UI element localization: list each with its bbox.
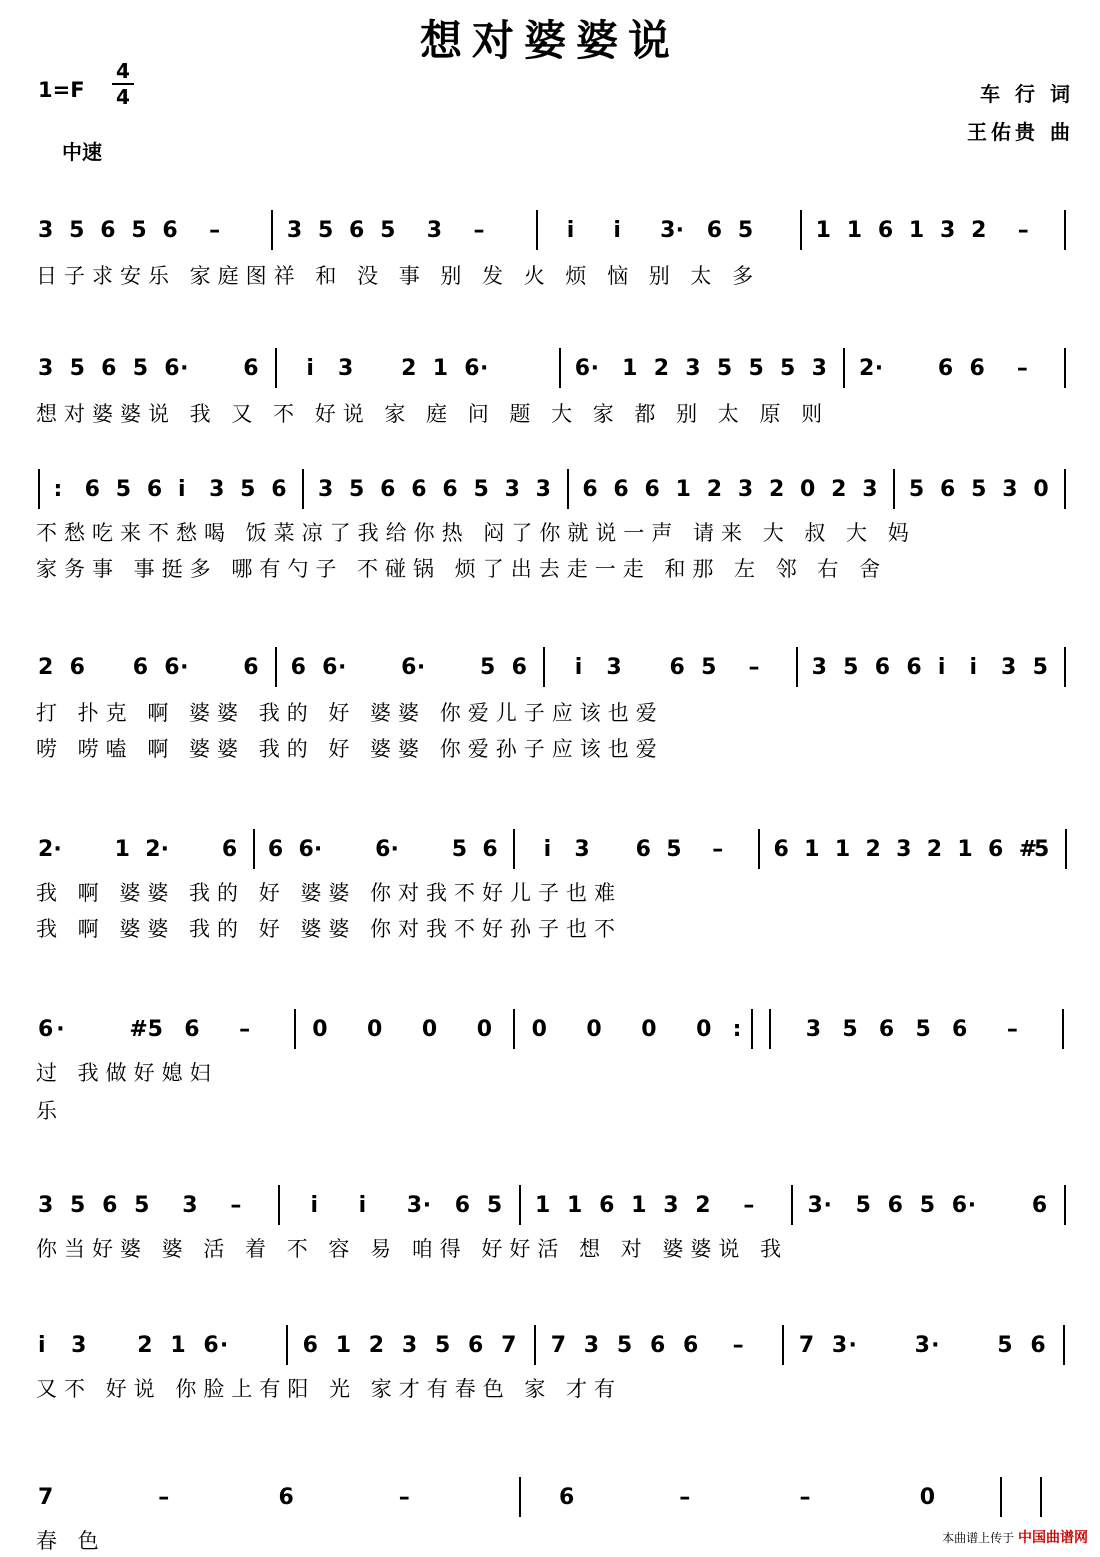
note: 3 [38, 218, 54, 243]
note: 5 [473, 477, 489, 502]
sustain-dash: – [209, 218, 221, 243]
bar-line [1040, 1477, 1042, 1517]
note: i [613, 218, 621, 243]
note: 5 [908, 477, 925, 502]
note: 6 [937, 356, 954, 381]
note: 3 [737, 477, 754, 502]
sustain-dash: – [230, 1193, 242, 1218]
note: 5 [1032, 655, 1048, 680]
note: : [732, 1017, 742, 1042]
bar-line [1064, 348, 1066, 388]
sustain-dash: – [799, 1485, 811, 1510]
bar-line [758, 829, 760, 869]
note: 2 [368, 1333, 385, 1358]
note: 5 [115, 477, 132, 502]
note: 2 [137, 1333, 153, 1358]
bar-line [513, 1009, 515, 1049]
lyric-line: 乐 [36, 1099, 64, 1123]
note: i [310, 1193, 319, 1218]
note: · [848, 1333, 857, 1358]
note: 2 [865, 837, 881, 862]
note: · [416, 655, 426, 680]
score-title: 想对婆婆说 [419, 16, 680, 65]
sustain-dash: – [679, 1485, 691, 1510]
note: i [566, 218, 575, 243]
note: 3 [940, 218, 956, 243]
note: 2 [145, 837, 161, 862]
note: 3 [209, 477, 225, 502]
note: 6 [468, 1333, 484, 1358]
lyric-line: 想对婆婆说 我 又 不 好说 家 庭 问 题 大 家 都 别 太 原 则 [36, 402, 830, 426]
note: 5 [971, 477, 987, 502]
note: 2 [858, 356, 875, 381]
note: 3 [811, 356, 827, 381]
note: 6 [1031, 1193, 1048, 1218]
time-sig-bottom: 4 [116, 85, 130, 109]
note: 3 [286, 218, 303, 243]
note: 1 [534, 1193, 551, 1218]
bar-line [275, 647, 277, 687]
note: 5 [147, 1017, 163, 1042]
note: 1 [622, 356, 638, 381]
note: 1 [957, 837, 973, 862]
note: 2 [926, 837, 943, 862]
note: 3 [401, 1333, 418, 1358]
time-sig-top: 4 [116, 59, 130, 83]
note: 7 [550, 1333, 567, 1358]
lyric-line: 我 啊 婆婆 我的 好 婆婆 你对我不好儿子也难 [36, 881, 623, 905]
note: 3 [811, 655, 827, 680]
note: 6 [164, 655, 180, 680]
note: 3 [663, 1193, 679, 1218]
note: 3 [317, 477, 334, 502]
note: 1 [804, 837, 820, 862]
note: 6 [100, 218, 116, 243]
note: 5 [131, 218, 147, 243]
note: 1 [567, 1193, 583, 1218]
note: 2 [38, 837, 54, 862]
note: 1 [834, 837, 851, 862]
bar-line [1063, 1325, 1065, 1365]
note: · [313, 837, 323, 862]
note: · [967, 1193, 977, 1218]
note: 6 [101, 356, 117, 381]
sustain-dash: – [1006, 1017, 1018, 1042]
note: 2 [38, 655, 54, 680]
note: 0 [531, 1017, 547, 1042]
sustain-dash: – [473, 218, 485, 243]
note: 6 [649, 1333, 666, 1358]
bar-line [796, 647, 798, 687]
sustain-dash: – [239, 1017, 251, 1042]
note: 3 [807, 1193, 823, 1218]
note: 3 [574, 837, 590, 862]
note: # [1018, 837, 1038, 862]
bar-line [1064, 647, 1066, 687]
note: 0 [367, 1017, 383, 1042]
bar-line [294, 1009, 296, 1049]
note: 3 [914, 1333, 930, 1358]
time-signature [112, 60, 134, 108]
note: 6 [878, 1017, 895, 1042]
note: 6 [644, 477, 660, 502]
lyric-line: 日子求安乐 家庭图祥 和 没 事 别 发 火 烦 恼 别 太 多 [36, 264, 761, 288]
note: 3 [660, 218, 676, 243]
note: 5 [134, 1193, 150, 1218]
bar-line [38, 469, 40, 509]
note: : [53, 477, 63, 502]
note: 3 [805, 1017, 822, 1042]
note: 3 [71, 1333, 87, 1358]
note: 6 [184, 1017, 200, 1042]
note: 5 [69, 356, 85, 381]
bar-line [1064, 210, 1066, 250]
note: 5 [380, 218, 396, 243]
footer-site: 中国曲谱网 [1018, 1530, 1088, 1546]
note: 7 [501, 1333, 517, 1358]
note: 6 [401, 655, 417, 680]
sustain-dash: – [158, 1485, 170, 1510]
note: 6 [582, 477, 598, 502]
note: 2 [653, 356, 670, 381]
lyric-line: 不愁吃来不愁喝 饭菜凉了我给你热 闷了你就说一声 请来 大 叔 大 妈 [36, 521, 916, 545]
note: 5 [616, 1333, 633, 1358]
note: 7 [798, 1333, 815, 1358]
note: · [219, 1333, 229, 1358]
note: 6 [290, 655, 306, 680]
bar-line [286, 1325, 288, 1365]
note: 2 [831, 477, 847, 502]
note: 6 [243, 356, 259, 381]
note: 6 [298, 837, 314, 862]
note: 6 [887, 1193, 903, 1218]
note: 0 [800, 477, 816, 502]
note: · [480, 356, 489, 381]
note: 5 [317, 218, 334, 243]
note: 6 [349, 218, 365, 243]
note: 3 [535, 477, 551, 502]
note: 5 [842, 1017, 858, 1042]
note: 3 [406, 1193, 423, 1218]
lyric-line: 我 啊 婆婆 我的 好 婆婆 你对我不好孙子也不 [36, 917, 623, 941]
note: 0 [919, 1485, 935, 1510]
note: 1 [114, 837, 130, 862]
note: · [390, 837, 399, 862]
note: 6 [271, 477, 287, 502]
note: 5 [480, 655, 496, 680]
note: 1 [675, 477, 691, 502]
note: 6 [988, 837, 1004, 862]
note: 5 [701, 655, 717, 680]
note: 1 [631, 1193, 647, 1218]
sustain-dash: – [743, 1193, 755, 1218]
bar-line [1065, 829, 1067, 869]
note: 0 [476, 1017, 493, 1042]
note: 5 [70, 1193, 86, 1218]
note: 6 [635, 837, 651, 862]
note: 0 [696, 1017, 712, 1042]
bar-line [893, 469, 895, 509]
note: 1 [846, 218, 863, 243]
note: 3 [1002, 477, 1018, 502]
bar-line [536, 210, 538, 250]
note: 3 [685, 356, 701, 381]
lyric-line: 过 我做好媳妇 [36, 1061, 218, 1085]
bar-line [567, 469, 569, 509]
bar-line [543, 647, 545, 687]
lyricist-credit: 车 行 词 [980, 82, 1074, 106]
note: i [574, 655, 583, 680]
note: 6 [278, 1485, 294, 1510]
note: · [337, 655, 347, 680]
note: 0 [641, 1017, 657, 1042]
note: i [969, 655, 978, 680]
note: 5 [915, 1017, 931, 1042]
note: 6 [69, 655, 85, 680]
note: 6 [380, 477, 396, 502]
note: 3 [831, 1333, 848, 1358]
sustain-dash: – [398, 1485, 410, 1510]
note: 6 [164, 356, 180, 381]
tempo-marking: 中速 [62, 140, 102, 164]
bar-line [1062, 1009, 1064, 1049]
note: i [543, 837, 552, 862]
lyric-line: 家务事 事挺多 哪有勺子 不碰锅 烦了出去走一走 和那 左 邻 右 舍 [36, 557, 888, 581]
note: 2 [971, 218, 987, 243]
note: 3 [426, 218, 443, 243]
note: 6 [906, 655, 922, 680]
note: 5 [486, 1193, 503, 1218]
note: 1 [908, 218, 925, 243]
note: 1 [170, 1333, 186, 1358]
bar-line [253, 829, 255, 869]
note: 3 [38, 1193, 54, 1218]
footer-text: 本曲谱上传于 [942, 1531, 1015, 1545]
note: 5 [349, 477, 365, 502]
note: 2 [695, 1193, 711, 1218]
note: 5 [748, 356, 764, 381]
bar-line [271, 210, 273, 250]
note: 1 [335, 1333, 352, 1358]
note: 6 [162, 218, 178, 243]
note: 5 [451, 837, 468, 862]
composer-credit: 王佑贵 曲 [967, 120, 1074, 144]
note: · [931, 1333, 940, 1358]
note: 6 [683, 1333, 699, 1358]
note: 5 [843, 655, 859, 680]
bar-line [1064, 1185, 1066, 1225]
note: 6 [940, 477, 956, 502]
note: 2 [768, 477, 785, 502]
note: 3 [583, 1333, 600, 1358]
bar-line [519, 1185, 521, 1225]
note: 0 [1033, 477, 1049, 502]
note: 5 [855, 1193, 871, 1218]
note: 0 [586, 1017, 602, 1042]
bar-line [519, 1477, 521, 1517]
note: 0 [421, 1017, 438, 1042]
lyric-line: 又不 好说 你脸上有阳 光 家才有春色 家 才有 [36, 1377, 623, 1401]
note: 2 [706, 477, 723, 502]
bar-line [513, 829, 515, 869]
sustain-dash: – [712, 837, 724, 862]
note: 6 [574, 356, 591, 381]
note: 6 [969, 356, 985, 381]
note: 6 [706, 218, 723, 243]
key-signature: 1=F [38, 78, 85, 102]
note: 3 [337, 356, 354, 381]
note: 5 [240, 477, 256, 502]
footer-credit [942, 1527, 1088, 1547]
bar-line [843, 348, 845, 388]
note: 5 [1034, 837, 1050, 862]
note: 6 [952, 1017, 968, 1042]
bar-line [769, 1009, 771, 1049]
bar-line [1000, 1477, 1002, 1517]
note: 5 [434, 1333, 451, 1358]
note: · [422, 1193, 432, 1218]
bar-line [278, 1185, 280, 1225]
note: 3 [606, 655, 622, 680]
note: 6 [511, 655, 527, 680]
note: 0 [312, 1017, 328, 1042]
note: 3 [1001, 655, 1017, 680]
note: · [180, 356, 189, 381]
note: i [358, 1193, 367, 1218]
note: 3 [38, 356, 54, 381]
note: 6 [375, 837, 391, 862]
note: 3 [182, 1193, 198, 1218]
bar-line [800, 210, 802, 250]
note: 5 [666, 837, 682, 862]
note: 6 [267, 837, 284, 862]
sustain-dash: – [1016, 356, 1028, 381]
note: 6 [464, 356, 480, 381]
note: 5 [780, 356, 796, 381]
note: · [160, 837, 169, 862]
bar-line [534, 1325, 536, 1365]
note: i [38, 1333, 46, 1358]
note: i [937, 655, 946, 680]
bar-line [275, 348, 277, 388]
sustain-dash: – [748, 655, 760, 680]
note: 5 [737, 218, 754, 243]
note: 6 [203, 1333, 219, 1358]
note: 1 [815, 218, 831, 243]
note: · [180, 655, 189, 680]
note: 6 [442, 477, 458, 502]
note: 6 [146, 477, 163, 502]
bar-line [791, 1185, 793, 1225]
note: 3 [862, 477, 878, 502]
note: 6 [613, 477, 629, 502]
lyric-line: 打 扑克 啊 婆婆 我的 好 婆婆 你爱儿子应该也爱 [36, 701, 664, 725]
note: 6 [221, 837, 238, 862]
note: 6 [773, 837, 789, 862]
note: 3 [896, 837, 912, 862]
note: 6 [454, 1193, 471, 1218]
note: 6 [322, 655, 338, 680]
note: 5 [716, 356, 733, 381]
bar-line [751, 1009, 753, 1049]
note: 5 [997, 1333, 1013, 1358]
bar-line [782, 1325, 784, 1365]
note: · [590, 356, 599, 381]
note: · [823, 1193, 832, 1218]
note: 6 [38, 1017, 54, 1042]
note: 2 [401, 356, 417, 381]
note: · [874, 356, 884, 381]
note: 5 [132, 356, 149, 381]
lyric-line: 唠 唠嗑 啊 婆婆 我的 好 婆婆 你爱孙子应该也爱 [36, 737, 664, 761]
note: 6 [411, 477, 427, 502]
note: 6 [874, 655, 891, 680]
note: i [177, 477, 186, 502]
note: 6 [559, 1485, 575, 1510]
note: 7 [38, 1485, 54, 1510]
note: i [306, 356, 314, 381]
note: 3 [504, 477, 520, 502]
note: 6 [599, 1193, 615, 1218]
note: · [56, 1017, 65, 1042]
bar-line [302, 469, 304, 509]
bar-line [1064, 469, 1066, 509]
sustain-dash: – [1017, 218, 1029, 243]
note: 6 [302, 1333, 318, 1358]
note: · [53, 837, 62, 862]
sustain-dash: – [732, 1333, 744, 1358]
note: 6 [84, 477, 100, 502]
lyric-line: 你当好婆 婆 活 着 不 容 易 咱得 好好活 想 对 婆婆说 我 [36, 1237, 789, 1261]
note: 6 [1030, 1333, 1046, 1358]
note: 6 [877, 218, 894, 243]
note: 6 [482, 837, 498, 862]
lyric-line: 春 色 [36, 1529, 106, 1553]
bar-line [559, 348, 561, 388]
note: # [129, 1017, 148, 1042]
note: 5 [919, 1193, 935, 1218]
note: 5 [69, 218, 85, 243]
note: 6 [951, 1193, 968, 1218]
note: 6 [669, 655, 685, 680]
note: 6 [102, 1193, 118, 1218]
note: · [675, 218, 684, 243]
note: 6 [132, 655, 149, 680]
note: 1 [432, 356, 448, 381]
note: 6 [243, 655, 259, 680]
